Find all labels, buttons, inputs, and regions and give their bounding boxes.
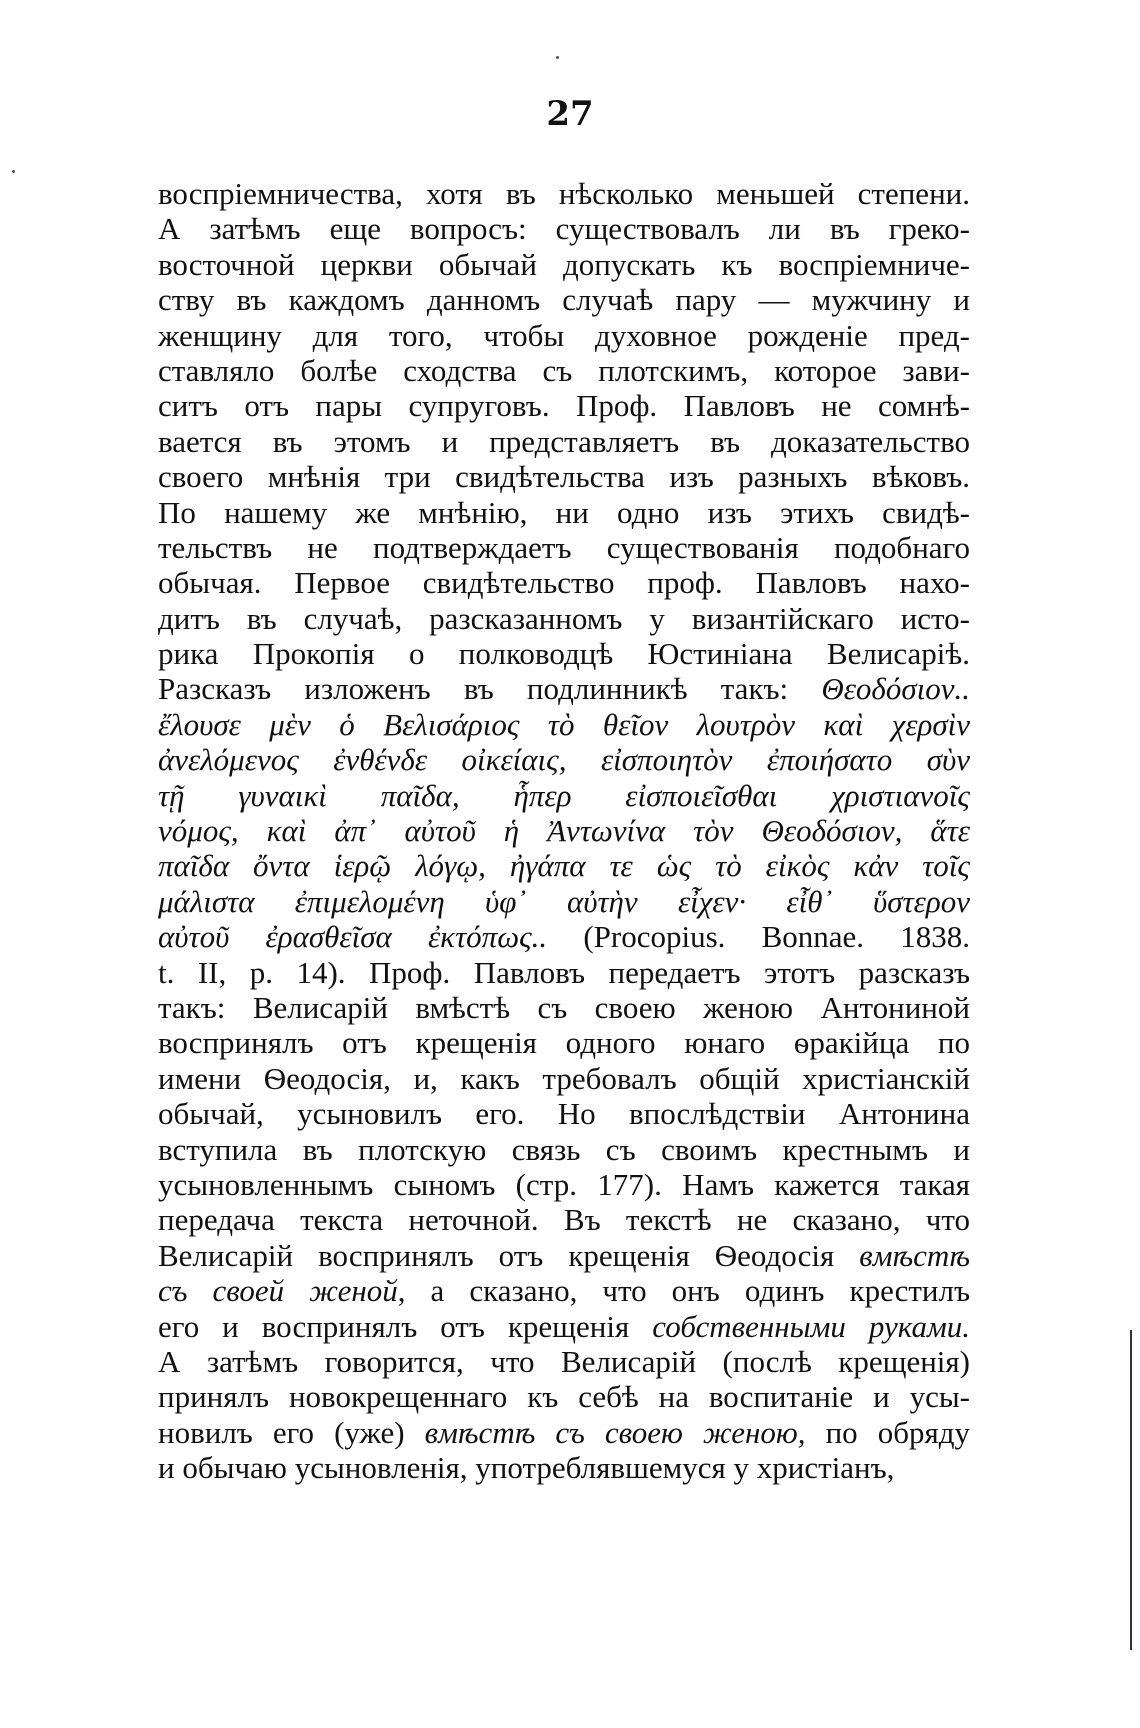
line-text: усыновленнымъ сыномъ (стр. 177). Намъ кажется такая [158, 1166, 970, 1202]
text-line [158, 318, 970, 353]
line-text: ству въ каждомъ данномъ случаѣ пару — мужчину и [158, 282, 970, 318]
line-text: воспріемничества, хотя въ нѣсколько меньшей степени. [158, 176, 970, 211]
line-text: восточной церкви обычай допускать къ воспріемниче- [158, 246, 970, 282]
greek-quote-line [158, 778, 970, 813]
line-text: μάλιστα ἐπιμελομένη ὑφ᾿ αὐτὴν εἶχεν· εἶθ᾿ ὕστερον [158, 883, 970, 919]
text-line [158, 1202, 970, 1237]
text-line [158, 459, 970, 494]
text-line [158, 176, 970, 211]
emphasized-text: собственными руками. [652, 1308, 970, 1344]
scan-speck [12, 170, 15, 173]
text-line [158, 1379, 970, 1414]
text-line [158, 955, 970, 990]
text-line [158, 990, 970, 1025]
line-text: обычая. Первое свидѣтельство проф. Павловъ нахо- [158, 565, 970, 601]
line-text: t. II, p. 14). Проф. Павловъ передаетъ этотъ разсказъ [158, 954, 970, 990]
text-line [158, 495, 970, 530]
line-text: , а сказано, что онъ одинъ крестилъ [397, 1273, 970, 1309]
text-line [158, 530, 970, 565]
line-text: ἔλουσε μὲν ὁ Βελισάριος τὸ θεῖον λουτρὸν καὶ χερσὶν [158, 706, 970, 742]
line-text: своего мнѣнія три свидѣтельства изъ разныхъ вѣковъ. [158, 459, 970, 495]
text-line [158, 1344, 970, 1379]
line-text: его и воспринялъ отъ крещенія [158, 1308, 653, 1344]
line-text: Велисарій воспринялъ отъ крещенія Ѳеодосія [158, 1237, 860, 1273]
emphasized-text: αὐτοῦ ἐρασθεῖσα ἐκτόπως.. [158, 919, 548, 955]
text-line [158, 282, 970, 317]
line-text: передача текста неточной. Въ текстѣ не сказано, что [158, 1202, 970, 1238]
text-line [158, 1450, 970, 1485]
line-text: τῇ γυναικὶ παῖδα, ἧπερ εἰσποιεῖσθαι χριστιανοῖς [158, 777, 970, 813]
line-text: νόμος, καὶ ἀπ᾿ αὐτοῦ ἡ Ἀντωνίνα τὸν Θεοδόσιον, ἅτε [158, 813, 970, 849]
line-text: принялъ новокрещеннаго къ себѣ на воспитаніе и усы- [158, 1379, 970, 1415]
scan-speck [556, 56, 559, 59]
page-number: 27 [546, 94, 594, 134]
text-line [158, 353, 970, 388]
greek-quote-line [158, 813, 970, 848]
text-line [158, 1273, 970, 1308]
line-text: имени Ѳеодосія, и, какъ требовалъ общій христіанскій [158, 1060, 970, 1096]
greek-quote-line [158, 848, 970, 883]
greek-quote-line [158, 884, 970, 919]
emphasized-text: вмѣстѣ съ своею женою, [424, 1414, 806, 1450]
text-line [158, 1167, 970, 1202]
emphasized-text: вмѣстѣ [859, 1237, 970, 1273]
line-text: ситъ отъ пары супруговъ. Проф. Павловъ не сомнѣ- [158, 388, 970, 424]
line-text: παῖδα ὄντα ἱερῷ λόγῳ, ἠγάπα τε ὡς τὸ εἰκὸς κἀν τοῖς [158, 848, 970, 884]
text-line [158, 1309, 970, 1344]
line-text: и обычаю усыновленія, употреблявшемуся у христіанъ, [158, 1450, 895, 1486]
text-line [158, 671, 970, 706]
line-text: вступила въ плотскую связь съ своимъ крестнымъ и [158, 1131, 970, 1167]
line-text: вается въ этомъ и представляетъ въ доказательство [158, 423, 970, 459]
text-line [158, 1132, 970, 1167]
line-text: новилъ его (уже) [158, 1414, 425, 1450]
body-text [158, 176, 970, 1485]
greek-quote-line [158, 742, 970, 777]
emphasized-text: съ своей женой [158, 1273, 398, 1309]
line-text: ставляло болѣе сходства съ плотскимъ, которое зави- [158, 352, 970, 388]
page-edge-shadow [1130, 1330, 1132, 1650]
text-line [158, 1238, 970, 1273]
line-text: Разсказъ изложенъ въ подлинникѣ такъ: [158, 671, 822, 707]
line-text: обычай, усыновилъ его. Но впослѣдствіи Антонина [158, 1096, 970, 1132]
text-line [158, 247, 970, 282]
text-line [158, 1025, 970, 1060]
text-line [158, 1415, 970, 1450]
line-text: воспринялъ отъ крещенія одного юнаго ѳракійца по [158, 1025, 970, 1061]
line-text: (Procopius. Bonnae. 1838. [547, 919, 970, 955]
line-text: женщину для того, чтобы духовное рожденіе пред- [158, 317, 970, 353]
line-text: А затѣмъ говорится, что Велисарій (послѣ крещенія) [158, 1343, 970, 1379]
line-text: дитъ въ случаѣ, разсказанномъ у византійскаго исто- [158, 600, 970, 636]
greek-quote-line [158, 707, 970, 742]
line-text: рика Прокопія о полководцѣ Юстиніана Велисаріѣ. [158, 636, 970, 672]
line-text: тельствъ не подтверждаетъ существованія подобнаго [158, 529, 970, 565]
text-line [158, 919, 970, 954]
line-text: А затѣмъ еще вопросъ: существовалъ ли въ греко- [158, 211, 970, 247]
line-text: По нашему же мнѣнію, ни одно изъ этихъ свидѣ- [158, 494, 970, 530]
text-line [158, 565, 970, 600]
emphasized-text: Θεοδόσιον.. [821, 671, 970, 707]
text-line [158, 1096, 970, 1131]
line-text: по обряду [805, 1414, 970, 1450]
text-line [158, 211, 970, 246]
text-line [158, 424, 970, 459]
text-line [158, 636, 970, 671]
text-line [158, 388, 970, 423]
text-line [158, 1061, 970, 1096]
line-text: ἀνελόμενος ἐνθένδε οἰκείαις, εἰσποιητὸν ἐποιήσατο σὺν [158, 742, 970, 778]
text-line [158, 601, 970, 636]
line-text: такъ: Велисарій вмѣстѣ съ своею женою Антониной [158, 989, 970, 1025]
